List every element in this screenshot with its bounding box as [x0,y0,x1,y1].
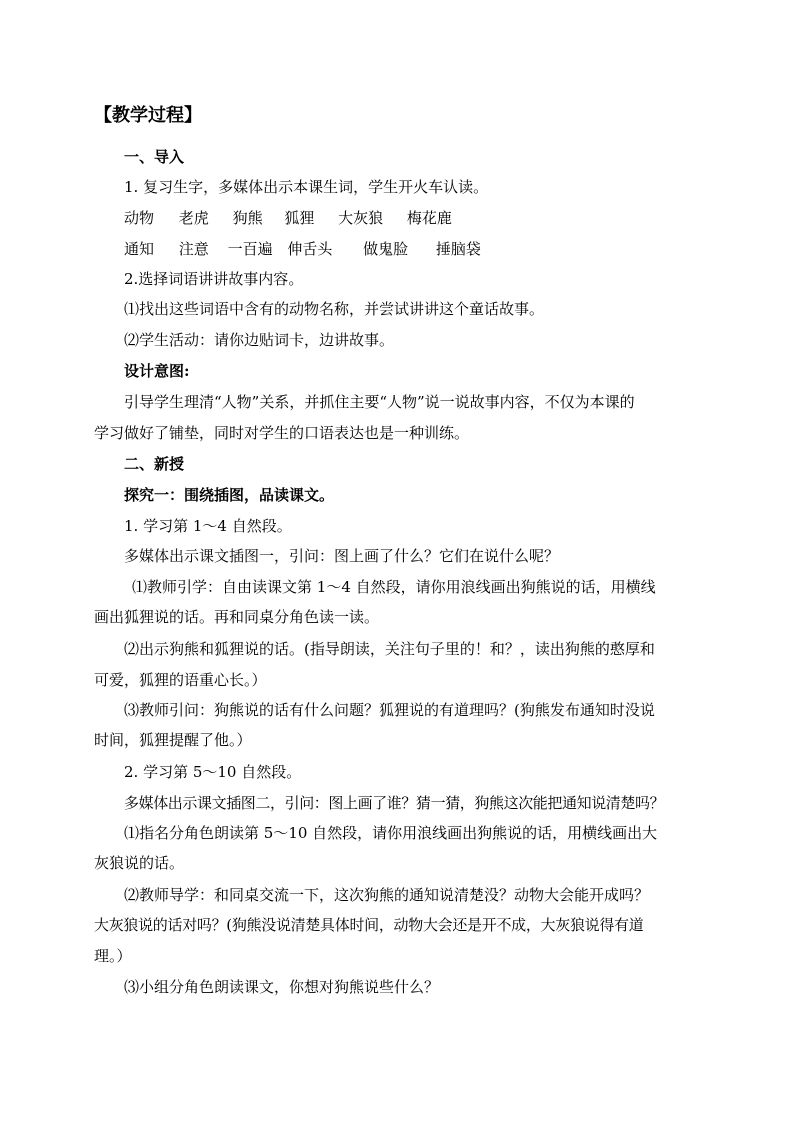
word: 狐狸 [284,209,315,227]
word: 大灰狼 [338,209,384,227]
heading-new-lesson: 二、新授 [124,455,185,473]
section-title: 【教学过程】 [94,105,202,126]
heading-intro: 一、导入 [124,148,185,166]
item-story: 2.选择词语讲讲故事内容。 [124,270,304,288]
step-1-sub-b: 可爱，狐狸的语重心长。） [94,671,267,689]
word: 一百遍 [227,240,273,258]
design-intent-label: 设计意图: [124,362,190,380]
word: 捶脑袋 [435,240,481,258]
word: 狗熊 [232,209,263,227]
word: 通知 [124,240,155,258]
step-2-intro: 多媒体出示课文插图二，引问：图上画了谁？猜一猜，狗熊这次能把通知说清楚吗？ [124,794,665,812]
item-story-sub-1: ⑴找出这些词语中含有的动物名称，并尝试讲讲这个童话故事。 [124,300,545,318]
step-2-sub-b: 理。） [94,947,132,965]
step-2-sub-a: ⑴指名分角色朗读第 5～10 自然段，请你用浪线画出狗熊说的话，用横线画出大 [124,824,658,842]
step-1-sub-c: 时间，狐狸提醒了他。） [94,731,252,749]
step-2-sub-b: ⑵教师导学：和同桌交流一下，这次狗熊的通知说清楚没？动物大会能开成吗？ [124,886,650,904]
item-review-words: 1. 复习生字，多媒体出示本课生词，学生开火车认读。 [124,178,489,196]
word: 做鬼脸 [363,240,409,258]
step-1-intro: 多媒体出示课文插图一，引问：图上画了什么？它们在说什么呢？ [124,547,560,565]
step-1: 1. 学习第 1～4 自然段。 [124,517,292,535]
design-intent-text: 引导学生理清“人物”关系，并抓住主要“人物”说一说故事内容，不仅为本课的 [124,393,635,411]
item-story-sub-2: ⑵学生活动：请你边贴词卡，边讲故事。 [124,331,395,349]
step-1-sub-a: ⑴教师引学：自由读课文第 1～4 自然段，请你用浪线画出狗熊说的话，用横线 [132,578,656,596]
step-2: 2. 学习第 5～10 自然段。 [124,763,302,781]
design-intent-text: 学习做好了铺垫，同时对学生的口语表达也是一种训练。 [94,424,470,442]
step-2-sub-a: 灰狼说的话。 [94,854,185,872]
word: 注意 [178,240,209,258]
explore-heading: 探究一：围绕插图，品读课文。 [124,486,335,504]
step-2-sub-b: 大灰狼说的话对吗？(狗熊没说清楚具体时间，动物大会还是开不成，大灰狼说得有道 [94,916,644,934]
word-list-row-2 [124,239,730,259]
word: 老虎 [178,209,209,227]
word: 梅花鹿 [406,209,452,227]
word: 伸舌头 [287,240,333,258]
step-1-sub-a: 画出狐狸说的话。再和同桌分角色读一读。 [94,608,380,626]
word-list-row-1 [124,208,730,228]
step-2-sub-c: ⑶小组分角色朗读课文，你想对狗熊说些什么？ [124,978,440,996]
step-1-sub-b: ⑵出示狗熊和狐狸说的话。(指导朗读，关注句子里的！和？，读出狗熊的憨厚和 [124,640,655,658]
word: 动物 [124,209,155,227]
step-1-sub-c: ⑶教师引问：狗熊说的话有什么问题？狐狸说的有道理吗？(狗熊发布通知时没说 [124,701,655,719]
